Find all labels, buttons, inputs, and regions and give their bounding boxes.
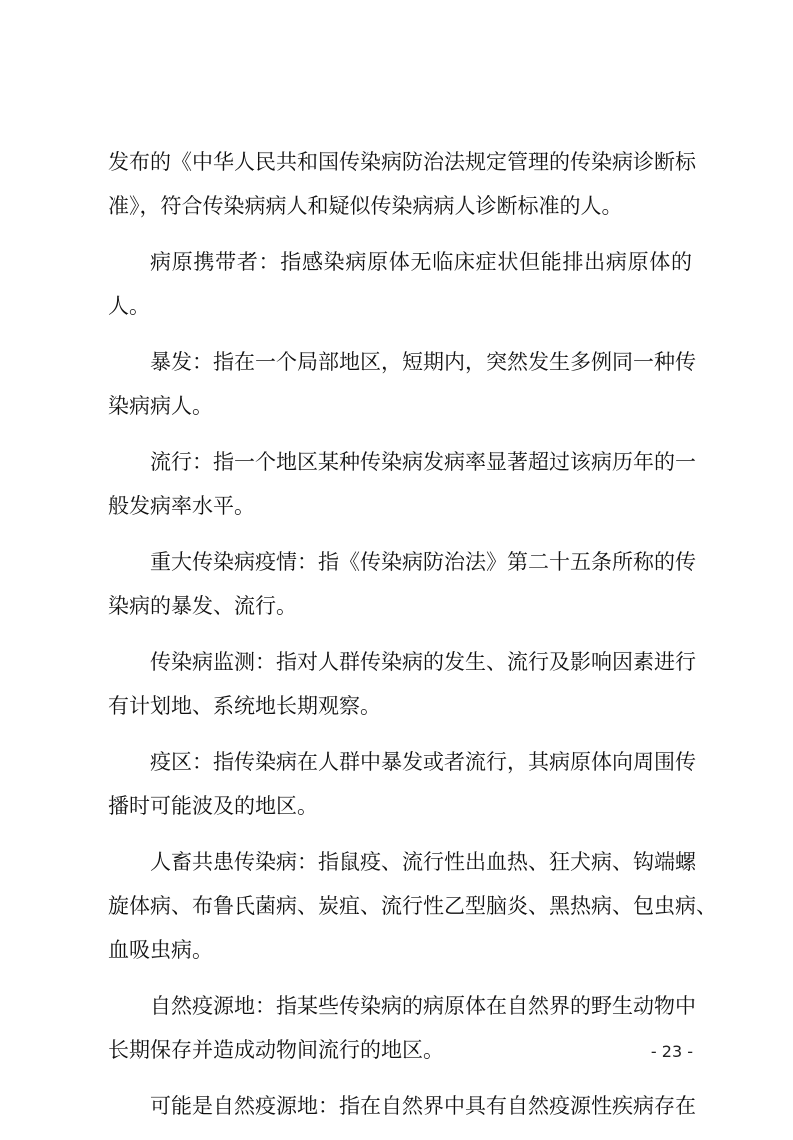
- paragraph-diagnosis-standard: [108, 140, 696, 228]
- paragraph-pathogen-carrier: [108, 240, 692, 328]
- paragraph-surveillance: [108, 640, 696, 728]
- text-line: 般发病率水平。: [108, 494, 255, 518]
- page-number: - 23 -: [650, 1042, 693, 1061]
- paragraph-epidemic: [108, 440, 696, 528]
- text-line: 病原携带者：指感染病原体无临床症状但能排出病原体的: [150, 250, 692, 274]
- text-line: 染病病人。: [108, 394, 213, 418]
- text-line: 长期保存并造成动物间流行的地区。: [108, 1038, 444, 1062]
- text-line: 血吸虫病。: [108, 938, 213, 962]
- paragraph-natural-focus: [108, 984, 696, 1072]
- text-line: 旋体病、布鲁氏菌病、炭疽、流行性乙型脑炎、黑热病、包虫病、: [108, 894, 717, 918]
- text-line: 人畜共患传染病：指鼠疫、流行性出血热、狂犬病、钩端螺: [150, 850, 696, 874]
- text-line: 播时可能波及的地区。: [108, 794, 318, 818]
- text-line: 有计划地、系统地长期观察。: [108, 694, 381, 718]
- text-line: 传染病监测：指对人群传染病的发生、流行及影响因素进行: [150, 650, 696, 674]
- body-text: [108, 140, 717, 1140]
- text-line: 发布的《中华人民共和国传染病防治法规定管理的传染病诊断标: [108, 150, 696, 174]
- paragraph-epidemic-area: [108, 740, 696, 828]
- paragraph-zoonosis: [108, 840, 717, 972]
- text-line: 人。: [108, 294, 150, 318]
- paragraph-possible-natural-focus: [108, 1084, 696, 1128]
- text-line: 疫区：指传染病在人群中暴发或者流行，其病原体向周围传: [150, 750, 696, 774]
- text-line: 暴发：指在一个局部地区，短期内，突然发生多例同一种传: [150, 350, 696, 374]
- text-line: 重大传染病疫情：指《传染病防治法》第二十五条所称的传: [150, 550, 696, 574]
- text-line: 准》，符合传染病病人和疑似传染病病人诊断标准的人。: [108, 194, 623, 218]
- text-line: 自然疫源地：指某些传染病的病原体在自然界的野生动物中: [150, 994, 696, 1018]
- paragraph-major-epidemic: [108, 540, 696, 628]
- paragraph-outbreak: [108, 340, 696, 428]
- text-line: 流行：指一个地区某种传染病发病率显著超过该病历年的一: [150, 450, 696, 474]
- text-line: 可能是自然疫源地：指在自然界中具有自然疫源性疾病存在: [150, 1094, 696, 1118]
- text-line: 染病的暴发、流行。: [108, 594, 297, 618]
